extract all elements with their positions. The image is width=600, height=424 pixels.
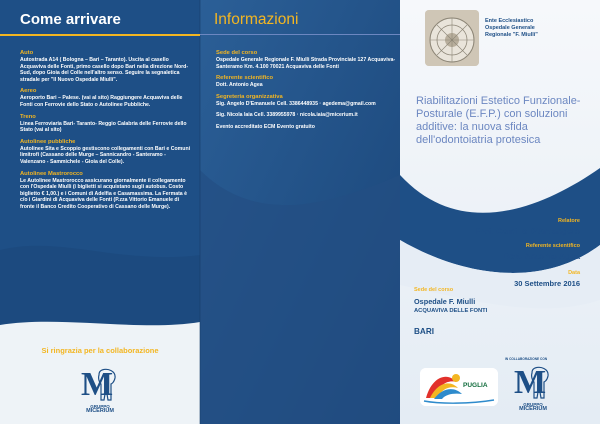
org-line-3: Regionale "F. Miulli"	[485, 32, 538, 38]
block-text: Le Autolinee Mastrorocco assicurano giornalmente il collegamento con l'Ospedale Miulli (i biglietti si acquistano sugli autobus. Costo biglietto € 1,00.) e i Comuni di Adelfia e Casamassima. La Fermata è c/o i Giardini di Acquaviva delle Fonti (P.zza Vittorio Emanuele di fronte il Banco Credito Cooperativo di Cassano delle Murge).	[20, 177, 188, 210]
block-text: Linea Ferroviaria Bari- Taranto- Reggio Calabria delle Ferrovie dello Stato (vai al sito)	[20, 120, 187, 134]
block-text: Sig. Nicola Iaia Cell. 3389955978 · nicola.iaia@micerium.it	[216, 112, 358, 119]
panel-information	[200, 0, 400, 424]
directions-block-autolinee	[20, 139, 192, 166]
venue-name: Ospedale F. Miulli	[414, 297, 476, 306]
block-heading: Autolinee Mastrorocco	[20, 170, 83, 177]
block-heading: Treno	[20, 113, 36, 120]
org-line-1: Ente Ecclesiastico	[485, 18, 534, 24]
divider	[200, 34, 400, 35]
directions-block-treno	[20, 114, 192, 134]
logo-letter: M	[81, 366, 113, 403]
block-text: Sig. Angelo D'Emanuele Cell. 3386448935 · agedema@gmail.com	[216, 100, 376, 107]
scientific-referent-label: Referente scientifico	[525, 243, 580, 249]
logo-line2: MICERIUM	[86, 408, 114, 414]
info-block-contact-2	[216, 112, 396, 119]
block-heading: Aereo	[20, 88, 37, 95]
block-heading: Autolinee pubbliche	[20, 138, 76, 145]
logo-line1: GRUPPO	[90, 404, 110, 409]
micerium-logo	[72, 368, 128, 418]
date-label: Data	[568, 270, 580, 276]
org-line-2: Ospedale Generale	[485, 25, 535, 31]
organization-name	[485, 18, 585, 39]
info-block-referente	[216, 75, 396, 89]
info-block-ecm	[216, 124, 396, 131]
directions-block-mastrorocco	[20, 171, 192, 211]
section-title-come-arrivare: Come arrivare	[20, 11, 121, 28]
panel-how-to-arrive	[0, 0, 200, 424]
directions-block-aereo	[20, 88, 192, 108]
block-heading: Referente scientifico	[216, 75, 274, 82]
block-text: Autostrada A14 ( Bologna – Bari – Taranto). Uscita al casello Acquaviva delle Fonti, primo casello dopo Bari nella direzione Nord-Sud, dopo Gioia del Colle nell'altro senso. Seguire la segnaletica stradale per "Il Nuovo Ospedale Miulli".	[20, 57, 189, 83]
info-list	[216, 50, 396, 136]
block-text: Aeroporto Bari – Palese. (vai al sito) Raggiungere Acquaviva delle Fonti con Ferrovie dello Stato o Autolinee Pubbliche.	[20, 95, 183, 108]
speaker-name: Prof. Camillo D'Arcangelo	[474, 226, 580, 236]
course-venue	[414, 287, 594, 336]
block-text: Ospedale Generale Regionale F. Miulli Strada Provinciale 127 Acquaviva-Santeramo Km. 4.100 70021 Acquaviva delle Fonti	[216, 57, 396, 70]
info-block-sede	[216, 50, 396, 70]
block-heading: Segreteria organizzativa	[216, 93, 283, 100]
block-heading: Auto	[20, 50, 34, 56]
panel-cover	[400, 0, 600, 424]
block-text: Autolinee Sita e Scoppio gestiscono collegamenti con Bari e Comuni limitrofi (Cassano delle Murge – Sannicandro - Santeramo - Valenzano - Sammichele - Gioia del Colle).	[20, 145, 191, 165]
section-title-informazioni: Informazioni	[214, 11, 299, 28]
hospital-seal-image	[425, 10, 479, 66]
block-text: Dott. Antonio Agea	[216, 82, 263, 89]
thanks-text: Si ringrazia per la collaborazione	[41, 346, 159, 355]
info-block-segreteria	[216, 94, 396, 108]
block-text: Evento accreditato ECM Evento gratuito	[216, 123, 315, 130]
seal-emblem-icon	[425, 10, 479, 66]
directions-list	[20, 50, 192, 216]
course-title: Riabilitazioni Estetico Funzionale-Posturale (E.F.P.) con soluzioni additive: la nuova sfida dell'odontoiatria protesica	[416, 95, 581, 146]
puglia-text: PUGLIA	[463, 382, 488, 389]
micerium-logo	[505, 366, 561, 416]
logo-line2: MICERIUM	[519, 406, 547, 412]
block-heading: Sede del corso	[216, 50, 258, 56]
puglia-logo	[420, 368, 498, 406]
logo-letter: M	[514, 364, 546, 401]
venue-city: BARI	[414, 327, 435, 336]
directions-block-auto	[20, 50, 192, 83]
venue-label: Sede del corso	[414, 287, 454, 293]
speaker-label: Relatore	[557, 218, 580, 224]
collaboration-label: IN COLLABORAZIONE CON	[505, 357, 548, 361]
event-date: 30 Settembre 2016	[514, 279, 580, 288]
venue-town: ACQUAVIVA DELLE FONTI	[414, 308, 488, 314]
logo-line1: GRUPPO	[523, 402, 543, 407]
divider	[0, 34, 200, 36]
scientific-referent-name: Dott. Antonio Agea	[502, 251, 580, 261]
